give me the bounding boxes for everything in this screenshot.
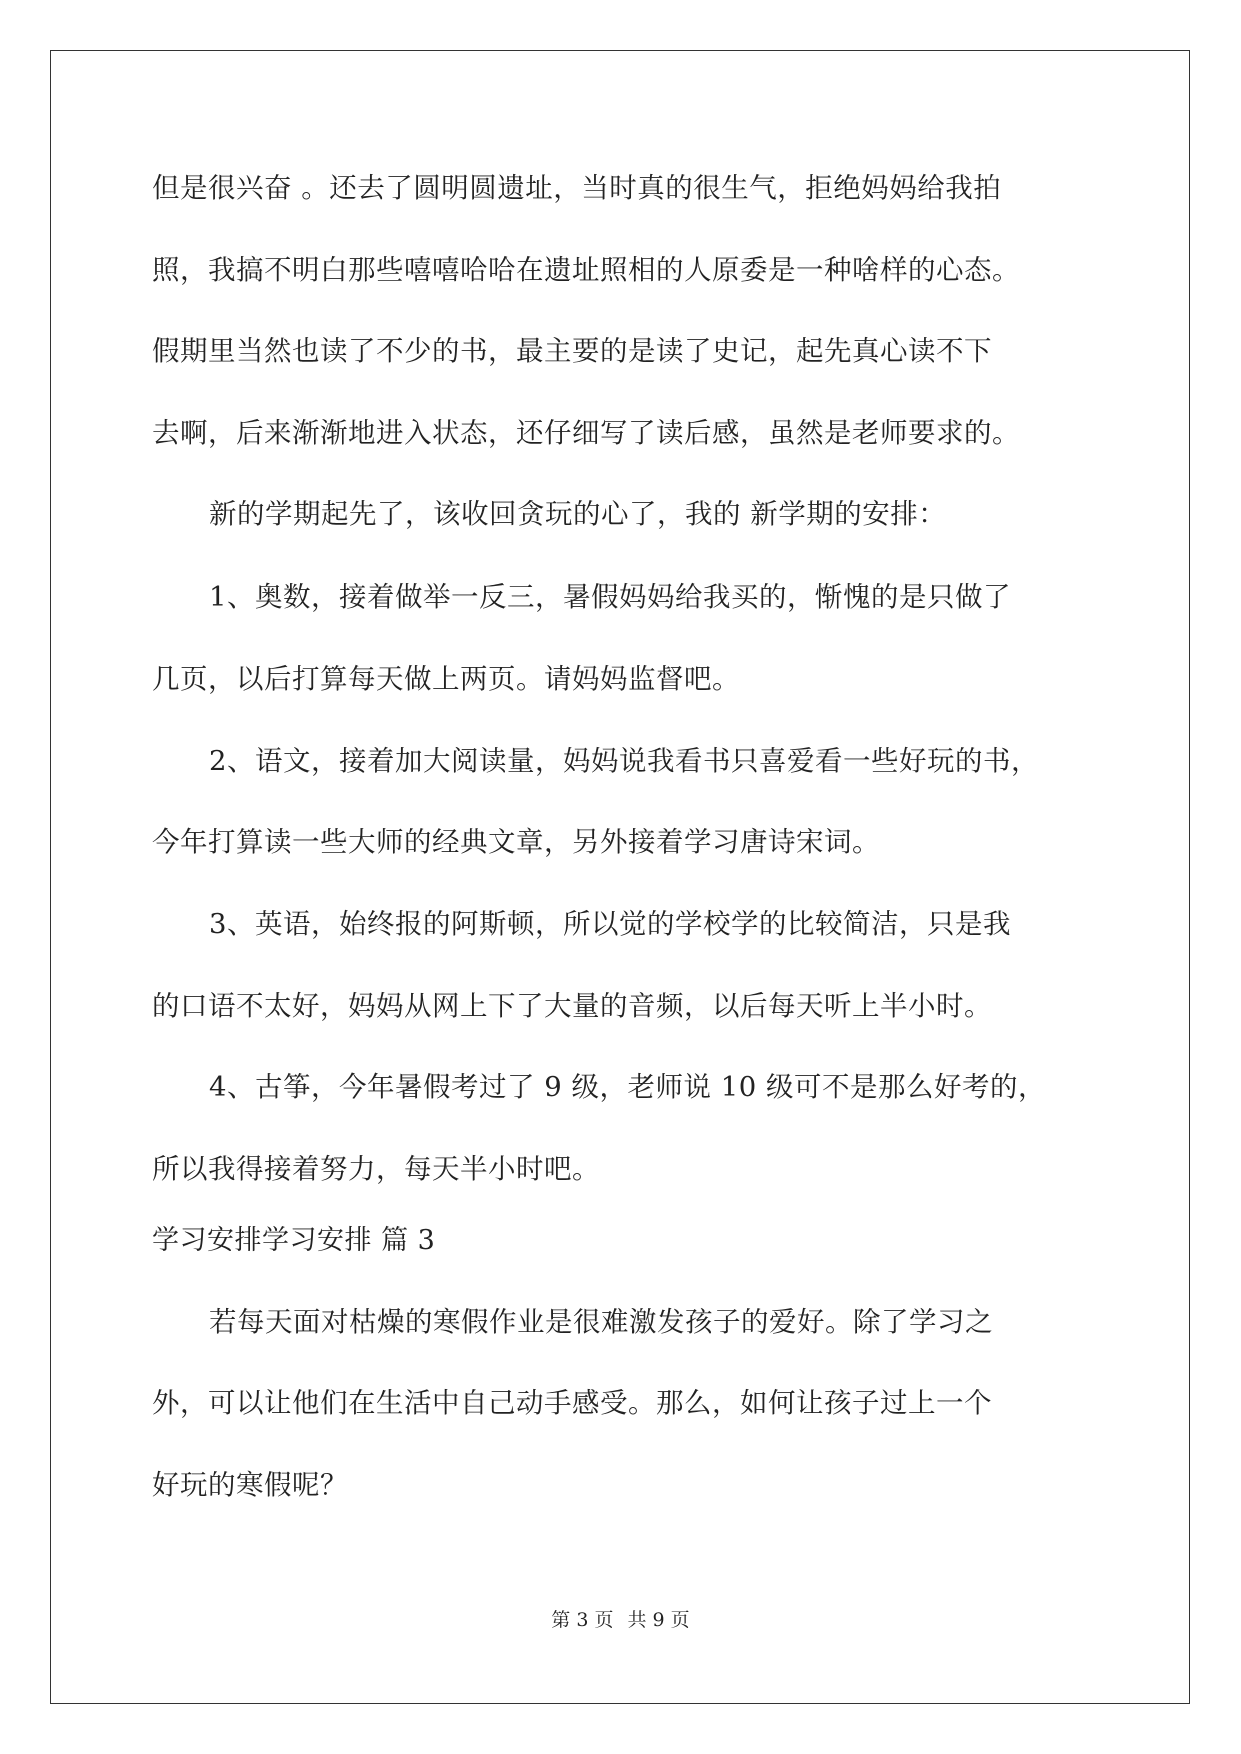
paragraph-line: 假期里当然也读了不少的书，最主要的是读了史记，起先真心读不下 [152, 335, 992, 367]
page-border [50, 50, 1190, 1704]
page-total: 共 9 页 [627, 1609, 690, 1631]
page-footer [0, 1608, 1241, 1632]
paragraph-line: 若每天面对枯燥的寒假作业是很难激发孩子的爱好。除了学习之 [209, 1306, 993, 1338]
paragraph-line: 好玩的寒假呢？ [152, 1469, 348, 1501]
paragraph-line: 去啊，后来渐渐地进入状态，还仔细写了读后感，虽然是老师要求的。 [152, 417, 1020, 449]
list-item-line: 今年打算读一些大师的经典文章，另外接着学习唐诗宋词。 [152, 826, 880, 858]
section-heading: 学习安排学习安排 篇 3 [152, 1225, 436, 1256]
list-item-line: 几页，以后打算每天做上两页。请妈妈监督吧。 [152, 663, 740, 695]
paragraph-line: 外，可以让他们在生活中自己动手感受。那么，如何让孩子过上一个 [152, 1387, 992, 1419]
paragraph-line: 新的学期起先了，该收回贪玩的心了，我的 新学期的安排： [209, 498, 947, 530]
list-item-line: 2、语文，接着加大阅读量，妈妈说我看书只喜爱看一些好玩的书， [209, 745, 1039, 777]
paragraph-line: 照，我搞不明白那些嘻嘻哈哈在遗址照相的人原委是一种啥样的心态。 [152, 254, 1020, 286]
list-item-line: 所以我得接着努力，每天半小时吧。 [152, 1153, 600, 1185]
list-item-line: 的口语不太好，妈妈从网上下了大量的音频，以后每天听上半小时。 [152, 990, 992, 1022]
list-item-line: 3、英语，始终报的阿斯顿，所以觉的学校学的比较简洁，只是我 [209, 908, 1011, 940]
paragraph-line: 但是很兴奋 。还去了圆明圆遗址，当时真的很生气，拒绝妈妈给我拍 [152, 172, 1002, 204]
list-item-line: 1、奥数，接着做举一反三，暑假妈妈给我买的，惭愧的是只做了 [209, 581, 1011, 613]
page-number: 第 3 页 [551, 1609, 614, 1631]
list-item-line: 4、古筝，今年暑假考过了 9 级，老师说 10 级可不是那么好考的， [209, 1071, 1046, 1103]
